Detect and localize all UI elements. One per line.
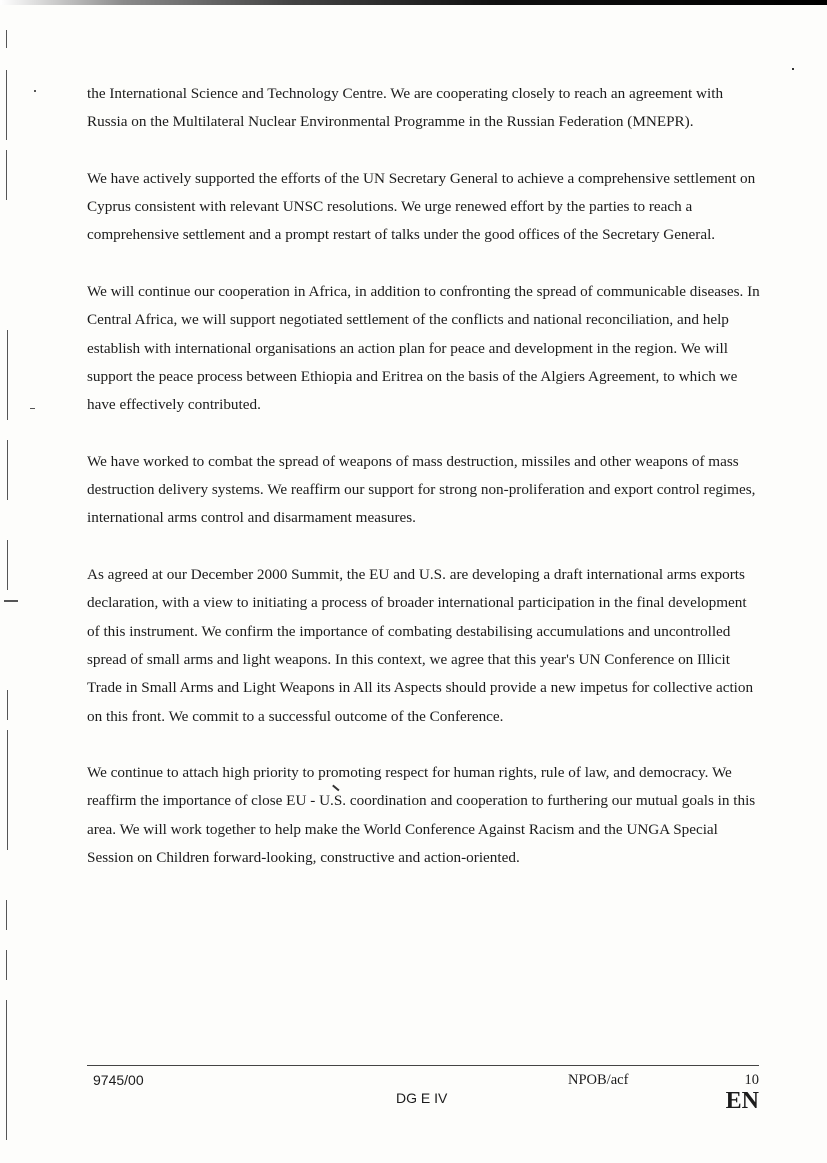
- scan-top-edge: [0, 0, 827, 5]
- paragraph-cyprus: We have actively supported the efforts of the UN Secretary General to achieve a comprehensive settlement on Cyprus consistent with relevant UNSC resolutions. We urge renewed effort by the parties to reach a comprehensive settlement and a prompt restart of talks under the good offices of the Secretary General.: [87, 169, 756, 244]
- paragraph-small-arms: As agreed at our December 2000 Summit, the EU and U.S. are developing a draft international arms exports declaration, with a view to initiating a process of broader international participation in the final development of this instrument. We confirm the importance of combating destabilising accumulations and uncontrolled spread of small arms and light weapons. In this context, we agree that this year's UN Conference on Illicit Trade in Small Arms and Light Weapons in All its Aspects should provide a new impetus for collective action on this front. We commit to a successful outcome of the Conference.: [87, 566, 754, 725]
- footer-page-number: 10: [744, 1072, 759, 1088]
- footer-directorate: DG E IV: [396, 1090, 448, 1106]
- paragraph-human-rights: We continue to attach high priority to promoting respect for human rights, rule of law, and democracy. We reaffirm the importance of close EU - U.S. coordination and cooperation to furthering our mutual goals in this area. We will work together to help make the World Conference Against Racism and the UNGA Special Session on Children forward-looking, constructive and action-oriented.: [87, 764, 756, 867]
- scan-margin-artifacts: [0, 0, 40, 1163]
- footer-language: EN: [725, 1088, 759, 1114]
- footer-doc-number: 9745/00: [93, 1072, 144, 1088]
- paragraph-mnepr: the International Science and Technology Centre. We are cooperating closely to reach an agreement with Russia on the Multilateral Nuclear Environmental Programme in the Russian Federation (MNEPR).: [87, 85, 724, 131]
- footer-divider: [87, 1065, 759, 1066]
- scan-speck: [792, 68, 794, 70]
- paragraph-wmd: We have worked to combat the spread of weapons of mass destruction, missiles and other weapons of mass destruction delivery systems. We reaffirm our support for strong non-proliferation and export control regimes, international arms control and disarmament measures.: [87, 452, 756, 527]
- paragraph-africa: We will continue our cooperation in Africa, in addition to confronting the spread of communicable diseases. In Central Africa, we will support negotiated settlement of the conflicts and national reconciliation, and help establish with international organisations an action plan for peace and development in the region. We will support the peace process between Ethiopia and Eritrea on the basis of the Algiers Agreement, to which we have effectively contributed.: [87, 283, 760, 414]
- footer-reference: NPOB/acf: [568, 1072, 629, 1088]
- document-body: [87, 80, 763, 901]
